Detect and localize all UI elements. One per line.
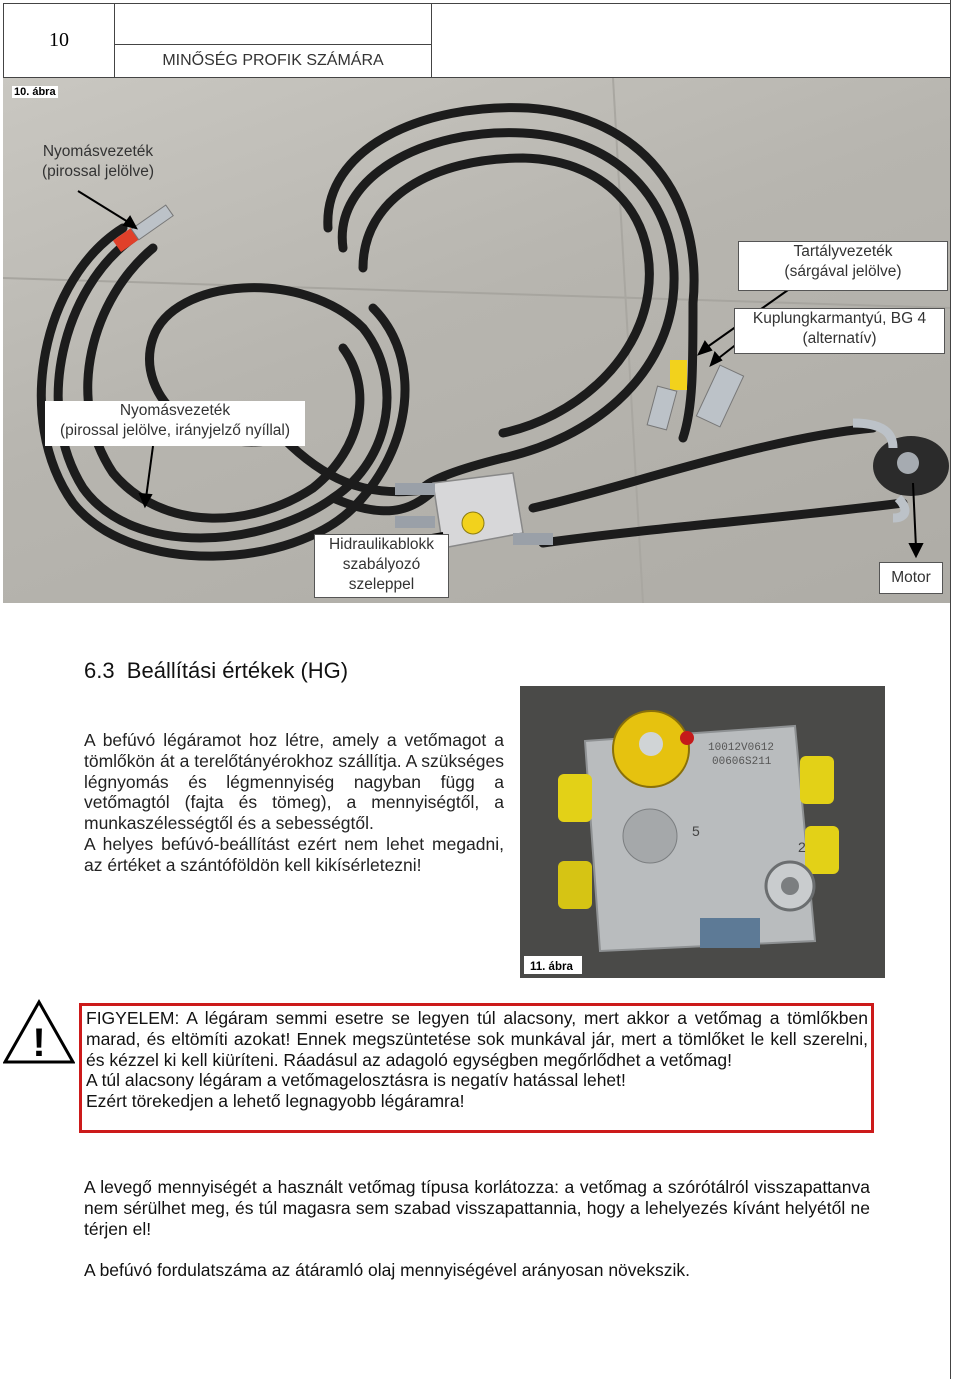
figure-11-label: 11. ábra [530,961,573,973]
warning-icon-text: ! [32,1021,46,1065]
header-cell [114,3,432,45]
port-number: 2 [798,839,806,855]
figure-10-photo [3,78,951,603]
callout-tank-line: Tartályvezeték (sárgával jelölve) [738,241,948,291]
warning-icon [3,998,75,1066]
page-number: 10 [3,3,115,78]
regulator-screw [639,732,663,756]
paragraph: A befúvó fordulatszáma az átáramló olaj mennyiségével arányosan növekszik. [84,1260,691,1280]
fitting [513,533,553,545]
figure-10-label: 10. ábra [14,86,56,98]
paragraph: A levegő mennyiségét a használt vetőmag típusa korlátozza: a vetőmag a szórótálról visszapattanva nem sérülhet meg, és túl magasra sem szabad visszapattannia, hogy a lehelyezés kívánt helyétől ne térjen el! [84,1177,870,1239]
valve-block-illustration [520,686,885,978]
header-title: MINŐSÉG PROFIK SZÁMÁRA [114,44,432,78]
coupling-sleeve [696,365,743,427]
yellow-cap [558,774,592,822]
page-border [950,0,951,1379]
port-fitting-center [781,877,799,895]
callout-motor: Motor [879,562,943,594]
warning-box [79,1003,874,1133]
section-title: 6.3 Beállítási értékek (HG) [84,658,349,683]
yellow-cap [805,826,839,874]
stamp-text: 10012V0612 [708,742,775,754]
regulator-valve [462,512,484,534]
callout-coupling: Kuplungkarmantyú, BG 4 (alternatív) [734,308,945,354]
port-plug [623,809,677,863]
warning-lead: FIGYELEM: [86,1008,180,1028]
yellow-cap [558,861,592,909]
warning-text: FIGYELEM: A légáram semmi esetre se legyen túl alacsony, mert akkor a vetőmag a tömlőkben marad, és eltömíti azokat! Ennek megszüntetése sok munkával jár, mert a tömlőket le kell szerelni, és kézzel ki kell kiüríteni. Ráadásul az adagoló egységben megőrlődhet a vetőmag! [86,1008,868,1070]
red-marker [680,731,694,745]
stamp-text: 00606S211 [712,756,772,768]
paragraph-line: A helyes befúvó-beállítást ezért nem lehet megadni, az értéket a szántóföldön kell kikísérletezni! [84,833,504,875]
yellow-cap [800,756,834,804]
warning-text: Ezért törekedjen a lehető legnagyobb légáramra! [86,1091,465,1112]
callout-hydraulic-block: Hidraulikablokk szabályozó szeleppel [314,534,449,598]
paragraph-line: A befúvó légáramot hoz létre, amely a vetőmagot a tömlőkön át a terelőtányérokhoz szállítja. A szükséges légnyomás és légmennyiség nagyban függ a vetőmagtól (fajta és tömeg), a mennyiségtől, a munkaszélességtől és a sebességtől. [84,730,504,834]
figure-11-photo [520,686,885,978]
section-paragraph [84,730,504,876]
blue-fitting [700,918,760,948]
callout-pressure-line: Nyomásvezeték (pirossal jelölve) [42,143,154,180]
port-number: 5 [692,823,700,839]
warning-text: A túl alacsony légáram a vetőmagelosztásra is negatív hatással lehet! [86,1070,626,1091]
fitting [395,516,435,528]
header-cell [431,3,951,78]
fitting [395,483,435,495]
callout-pressure-line-arrow: Nyomásvezeték (pirossal jelölve, irányjelző nyíllal) [45,401,305,446]
